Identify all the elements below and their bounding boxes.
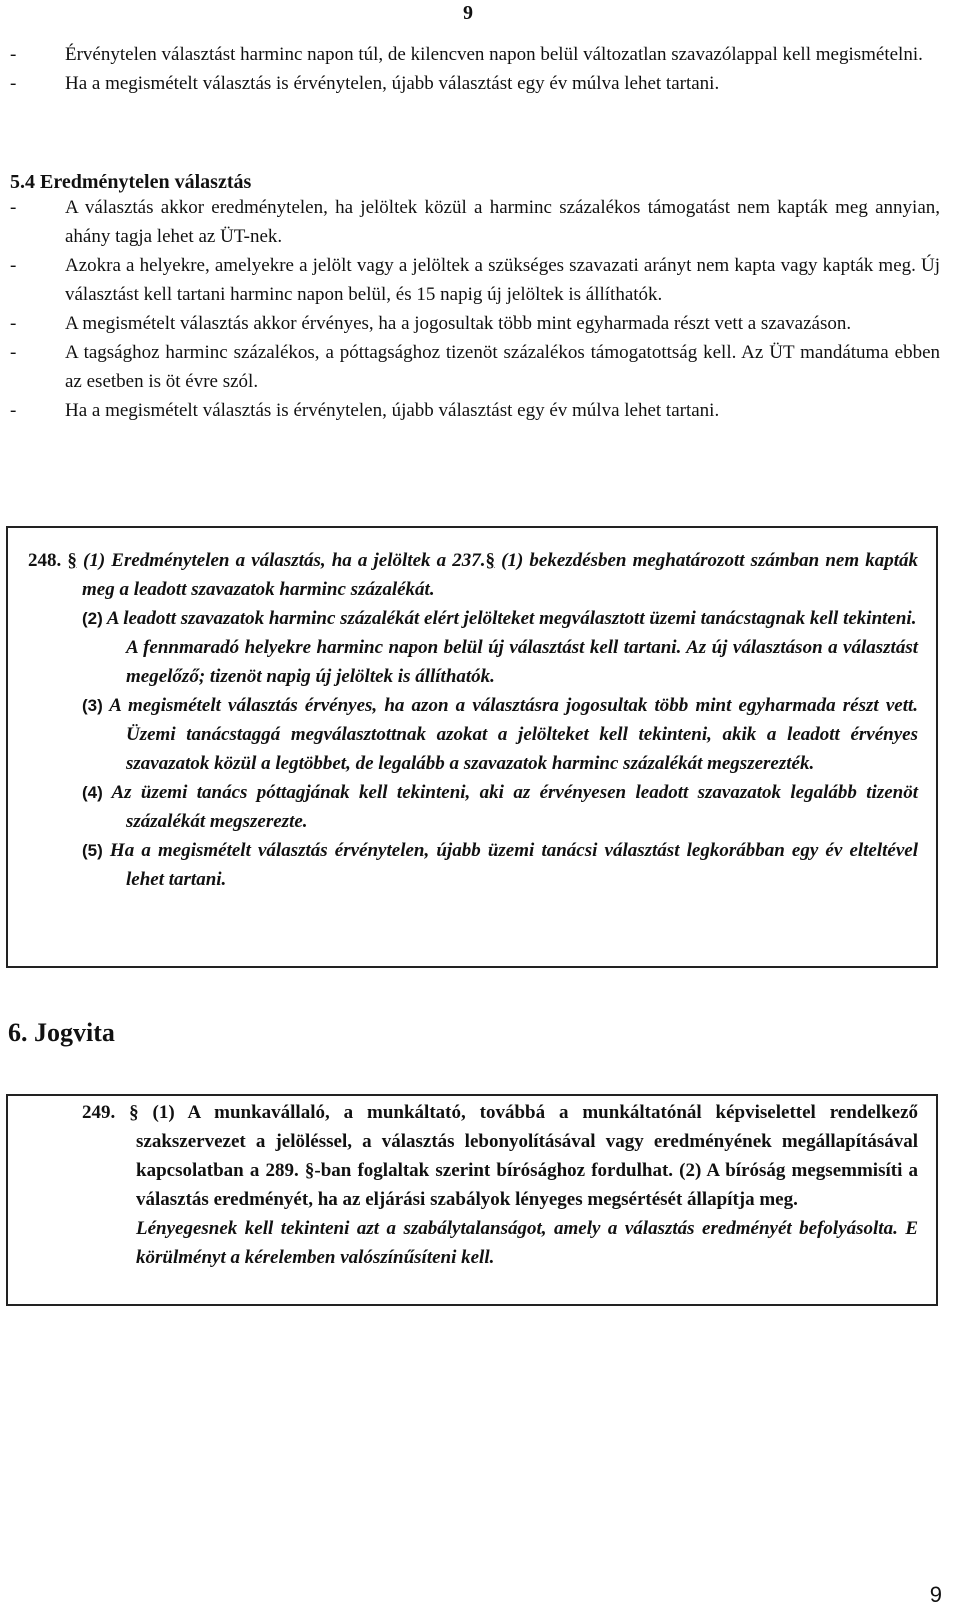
law-249-text: 249. § (1) A munkavállaló, a munkáltató, továbbá a munkáltatónál képviselettel rendelkező szakszervezet a jelöléssel, a választás lebonyolításával vagy eredményének megállapításával kapcsolatban a 289. §-ban foglaltak szerint bírósághoz fordulhat. (2) A bíróság megsemmisíti a választás eredményét, ha az eljárási szabályok lényeges megsértését állapítja meg. Lényegesnek kell tekinteni azt a szabálytalanságot, amely a választás eredményét befolyásolta. E körülményt a kérelemben valószínűsíteni kell. (82, 1102, 919, 1268)
paragraph-number: 249. (82, 1102, 116, 1123)
law-248-text: 248. § (1) Eredménytelen a választás, ha a jelöltek a 237.§ (1) bekezdésben meghatározott számban nem kapták meg a leadott szavazatok harminc százalékát. (2) A leadott szavazatok harminc százalékát elért jelölteket megválasztott üzemi tanácstagnak kell tekinteni. A fennmaradó helyekre harminc napon belül új választást kell tartani. Az új választáson a választást megelőző; tizenöt napig új jelöltek is állíthatók. (3) A megismételt választás érvényes, ha azon a választásra jogosultak több mint egyharmada részt vett. Üzemi tanácstaggá megválasztottnak azokat a jelölteket kell tekinteni, akik a leadott érvényes szavazatok közül a legtöbbet, de legalább a szavazatok harminc százalékát megszerezték. (4) Az üzemi tanács póttagjának kell tekinteni, aki az érvényesen leadott szavazatok legalább tizenöt százalékát megszerezte. (5) Ha a megismételt választás érvénytelen, újabb üzemi tanácsi választást legkorábban egy év elteltével lehet tartani. (28, 550, 919, 890)
paragraph-number: 248. (28, 550, 62, 571)
list-item: - A tagsághoz harminc százalékos, a póttagsághoz tizenöt százalékos támogatottság kell. Az ÜT mandátuma ebben az esetben is öt évre szól. (10, 342, 940, 392)
section-5-4-heading: 5.4 Eredménytelen választás (10, 171, 252, 193)
section-symbol: § (67, 550, 77, 571)
list-item: - Ha a megismételt választás is érvénytelen, újabb választást egy év múlva lehet tartani. (10, 73, 720, 94)
section-symbol: § (485, 550, 495, 571)
section-5-4-list (10, 193, 940, 425)
intro-list (10, 40, 940, 98)
list-item: - Ha a megismételt választás is érvénytelen, újabb választást egy év múlva lehet tartani. (10, 400, 720, 421)
list-item: - A megismételt választás akkor érvényes, ha a jogosultak több mint egyharmada részt vett a szavazáson. (10, 313, 852, 334)
list-item: - Érvénytelen választást harminc napon túl, de kilencven napon belül változatlan szavazólappal kell megismételni. (10, 44, 923, 65)
list-item: - A választás akkor eredménytelen, ha jelöltek közül a harminc százalékos támogatást nem kapták meg annyian, ahány tagja lehet az ÜT-nek. (10, 197, 940, 247)
list-item: - Azokra a helyekre, amelyekre a jelölt vagy a jelöltek a szükséges szavazati arányt nem kapta vagy kapták meg. Új választást kell tartani harminc napon belül, és 15 napig új jelöltek is állíthatók. (10, 255, 940, 305)
page-number-top: 9 (463, 2, 473, 24)
section-6-heading: 6. Jogvita (8, 1018, 115, 1047)
page-number-bottom: 9 (929, 1582, 942, 1607)
